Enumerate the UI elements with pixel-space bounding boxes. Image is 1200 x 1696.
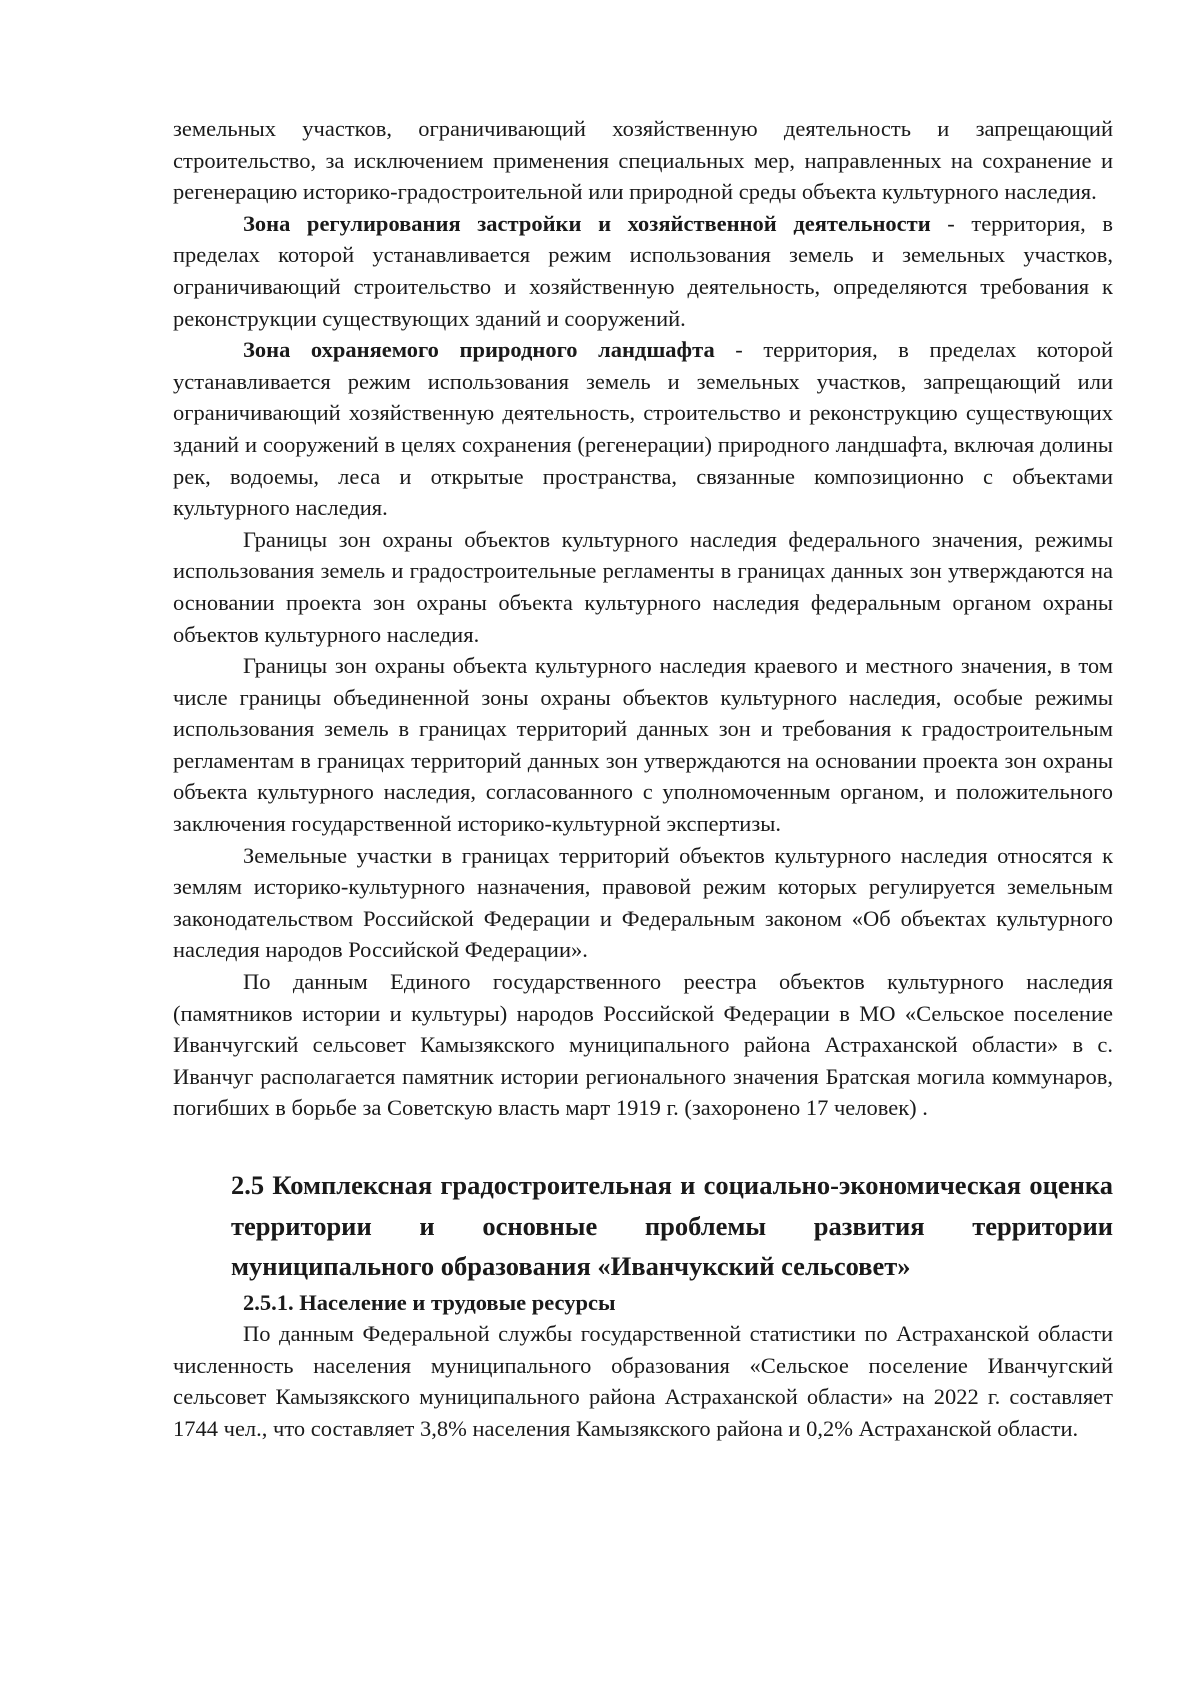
subsection-title: 2.5.1. Население и трудовые ресурсы	[243, 1289, 616, 1315]
paragraph-population: По данным Федеральной службы государственной статистики по Астраханской области численность населения муниципального образования «Сельское поселение Иванчугский сельсовет Камызякского муниципального района Астраханской области» на 2022 г. составляет 1744 чел., что составляет 3,8% населения Камызякского района и 0,2% Астраханской области.	[173, 1321, 1113, 1441]
paragraph-land-plots: Земельные участки в границах территорий объектов культурного наследия относятся к землям историко-культурного назначения, правовой режим которых регулируется земельным законодательством Российской Федерации и Федеральным законом «Об объектах культурного наследия народов Российской Федерации».	[173, 842, 1113, 963]
paragraph-development-regulation-zone	[173, 208, 1113, 334]
definition-protected-landscape-zone: - территория, в пределах которой устанавливается режим использования земель и земельных участков, запрещающий или ограничивающий хозяйственную деятельность, строительство и реконструкцию существующих зданий и сооружений в целях сохранения (регенерации) природного ландшафта, включая долины рек, водоемы, леса и открытые пространства, связанные композиционно с объектами культурного наследия.	[173, 337, 1113, 521]
term-development-regulation-zone: Зона регулирования застройки и хозяйственной деятельности	[243, 210, 931, 236]
paragraph-protected-zone-continuation: земельных участков, ограничивающий хозяйственную деятельность и запрещающий строительство, за исключением применения специальных мер, направленных на сохранение и регенерацию историко-градостроительной или природной среды объекта культурного наследия.	[173, 116, 1113, 205]
term-protected-landscape-zone: Зона охраняемого природного ландшафта	[243, 337, 715, 363]
section-title: 2.5 Комплексная градостроительная и социально-экономическая оценка территории и основные проблемы развития территории муниципального образования «Иванчукский сельсовет»	[231, 1170, 1113, 1281]
paragraph-heritage-register: По данным Единого государственного реестра объектов культурного наследия (памятников истории и культуры) народов Российской Федерации в МО «Сельское поселение Иванчугский сельсовет Камызякского муниципального района Астраханской области» в с. Иванчуг располагается памятник истории регионального значения Братская могила коммунаров, погибших в борьбе за Советскую власть март 1919 г. (захоронено 17 человек) .	[173, 969, 1113, 1121]
paragraph-federal-zone-boundaries: Границы зон охраны объектов культурного наследия федерального значения, режимы использования земель и градостроительные регламенты в границах данных зон утверждаются на основании проекта зон охраны объекта культурного наследия федеральным органом охраны объектов культурного наследия.	[173, 526, 1113, 647]
paragraph-protected-landscape-zone	[173, 334, 1113, 524]
paragraph-regional-zone-boundaries: Границы зон охраны объекта культурного наследия краевого и местного значения, в том числе границы объединенной зоны охраны объектов культурного наследия, особые режимы использования земель в границах территорий данных зон и требования к градостроительным регламентам в границах территорий данных зон утверждаются на основании проекта зон охраны объекта культурного наследия, согласованного с уполномоченным органом, и положительного заключения государственной историко-культурной экспертизы.	[173, 653, 1113, 837]
document-page	[173, 113, 1113, 1444]
definition-development-regulation-zone: - территория, в пределах которой устанавливается режим использования земель и земельных участков, ограничивающий строительство и хозяйственную деятельность, определяются требования к реконструкции существующих зданий и сооружений.	[173, 210, 1113, 331]
